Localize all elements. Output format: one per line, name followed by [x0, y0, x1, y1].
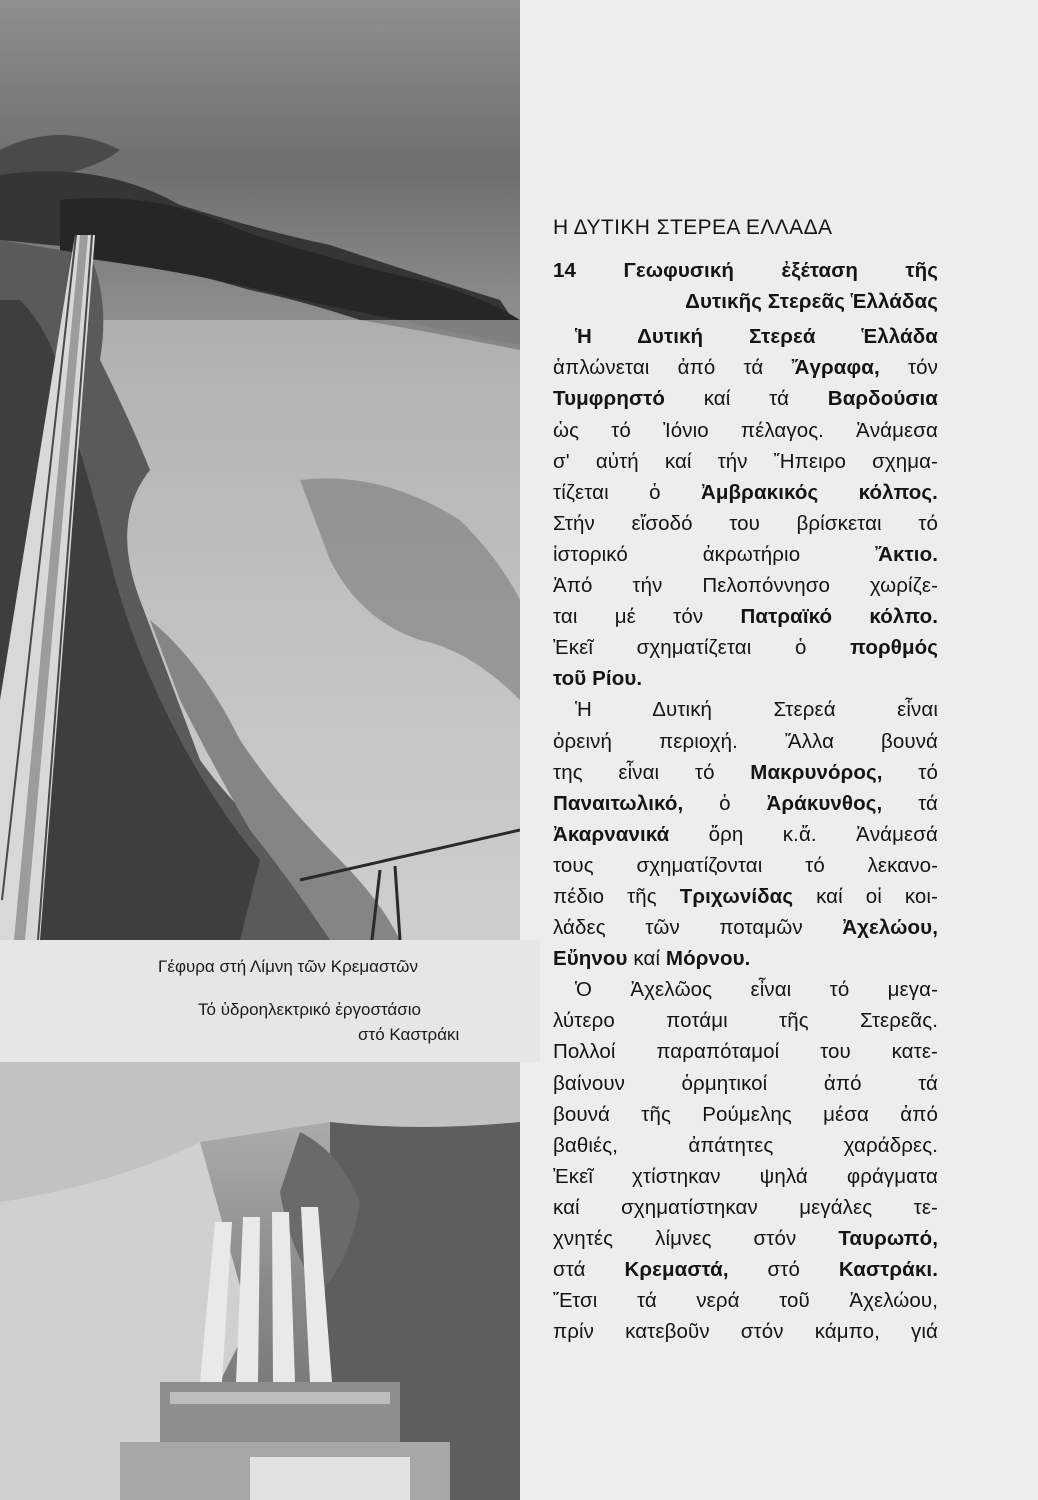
p1-l3c: Βαρδούσια	[827, 387, 938, 411]
p2-l9c: Μόρνου.	[665, 947, 751, 971]
p2-l7a: πέδιο τῆς	[553, 884, 680, 908]
p3-l4: βαίνουν ὁρμητικοί ἀπό τά	[553, 1071, 938, 1095]
p1-l6a: τίζεται ὁ	[553, 480, 702, 504]
p3-l10c: στό	[728, 1258, 839, 1282]
top-photo-caption: Γέφυρα στή Λίμνη τῶν Κρεμαστῶν	[158, 957, 418, 976]
p3-l8: καί σχηματίστηκαν μεγάλες τε-	[553, 1195, 938, 1219]
p3-l2: λύτερο ποτάμι τῆς Στερεᾶς.	[553, 1009, 938, 1033]
p1-l3a: Τυμφρηστό	[553, 387, 665, 411]
p1-l3b: καί τά	[664, 387, 828, 411]
p2-l5a: Ἀκαρνανικά	[553, 822, 670, 846]
p2-l7c: καί οἱ κοι-	[793, 884, 939, 908]
p3-l6: βαθιές, ἀπάτητες χαράδρες.	[553, 1133, 938, 1157]
p1-l8a: ἱστορικό ἀκρωτήριο	[553, 542, 876, 566]
p2-l9a: Εὔηνου	[553, 947, 628, 971]
p2-l3b: Μακρυνόρος,	[750, 760, 883, 784]
section-title-line1: Γεωφυσική ἐξέταση τῆς	[623, 259, 939, 283]
p2-l7b: Τριχωνίδας	[679, 884, 794, 908]
p3-l12: πρίν κατεβοῦν στόν κάμπο, γιά	[553, 1320, 938, 1344]
text-column	[553, 212, 938, 1347]
bridge-photo	[0, 0, 520, 940]
p2-l3a: της εἶναι τό	[553, 760, 751, 784]
p3-l10d: Καστράκι.	[838, 1258, 938, 1282]
p3-l10b: Κρεμαστά,	[624, 1258, 729, 1282]
p1-l12: τοῦ Ρίου.	[553, 667, 643, 691]
p1-l2b: Ἄγραφα,	[791, 356, 880, 380]
p2-l1: Ἡ Δυτική Στερεά εἶναι	[575, 698, 938, 722]
section-heading	[553, 255, 938, 317]
hydroelectric-plant-photo	[0, 1062, 520, 1500]
p1-l5: σ' αὐτή καί τήν Ἤπειρο σχημα-	[553, 449, 938, 473]
chapter-title: Η ΔΥΤΙΚΗ ΣΤΕΡΕΑ ΕΛΛΑΔΑ	[553, 216, 833, 239]
p2-l6: τους σχηματίζονται τό λεκανο-	[553, 853, 938, 877]
p3-l3: Πολλοί παραπόταμοί του κατε-	[553, 1040, 938, 1064]
p1-l6b: Ἀμβρακικός κόλπος.	[701, 480, 938, 504]
p1-l2c: τόν	[879, 356, 938, 380]
p3-l7: Ἐκεῖ χτίστηκαν ψηλά φράγματα	[553, 1164, 938, 1188]
p3-l10a: στά	[553, 1258, 625, 1282]
bottom-photo-caption-line2: στό Καστράκι	[358, 1025, 460, 1044]
p3-l11: Ἔτσι τά νερά τοῦ Ἀχελώου,	[553, 1289, 938, 1313]
bottom-photo-caption-line1: Τό ὑδροηλεκτρικό ἐργοστάσιο	[198, 1000, 421, 1019]
p2-l8a: λάδες τῶν ποταμῶν	[553, 916, 843, 940]
p2-l4b: ὁ	[683, 791, 767, 815]
p1-l10b: Πατραϊκό κόλπο.	[740, 605, 938, 629]
p1-l11a: Ἐκεῖ σχηματίζεται ὁ	[553, 636, 851, 660]
p1-l4: ὡς τό Ἰόνιο πέλαγος. Ἀνάμεσα	[553, 418, 938, 442]
p1-l10a: ται μέ τόν	[553, 605, 741, 629]
p1-l9: Ἀπό τήν Πελοπόννησο χωρίζε-	[553, 574, 938, 598]
p2-l2: ὀρεινή περιοχή. Ἄλλα βουνά	[553, 729, 938, 753]
p1-l8b: Ἄκτιο.	[875, 542, 938, 566]
p1-l1: Ἡ Δυτική Στερεά Ἑλλάδα	[575, 325, 938, 349]
p2-l4d: τά	[882, 791, 939, 815]
p2-l4c: Ἀράκυνθος,	[766, 791, 883, 815]
p3-l9b: Ταυρωπό,	[838, 1227, 938, 1250]
section-number: 14	[553, 259, 577, 283]
p3-l1: Ὁ Ἀχελῶος εἶναι τό μεγα-	[575, 978, 938, 1002]
p3-l9a: χνητές λίμνες στόν	[553, 1227, 839, 1250]
p2-l8b: Ἀχελώου,	[842, 916, 938, 940]
section-title-line2: Δυτικῆς Στερεᾶς Ἑλλάδας	[685, 290, 938, 314]
paragraph-2	[553, 694, 938, 974]
p2-l4a: Παναιτωλικό,	[553, 791, 684, 815]
p3-l5: βουνά τῆς Ρούμελης μέσα ἀπό	[553, 1102, 938, 1126]
p1-l7: Στήν εἴσοδό του βρίσκεται τό	[553, 511, 938, 535]
paragraph-1	[553, 321, 938, 694]
p2-l9b: καί	[627, 947, 666, 971]
p1-l2a: ἁπλώνεται ἀπό τά	[553, 356, 792, 380]
p2-l5b: ὄρη κ.ἄ. Ἀνάμεσά	[669, 822, 938, 846]
p2-l3c: τό	[882, 760, 938, 784]
paragraph-3	[553, 974, 938, 1347]
p1-l11b: πορθμός	[850, 636, 938, 660]
